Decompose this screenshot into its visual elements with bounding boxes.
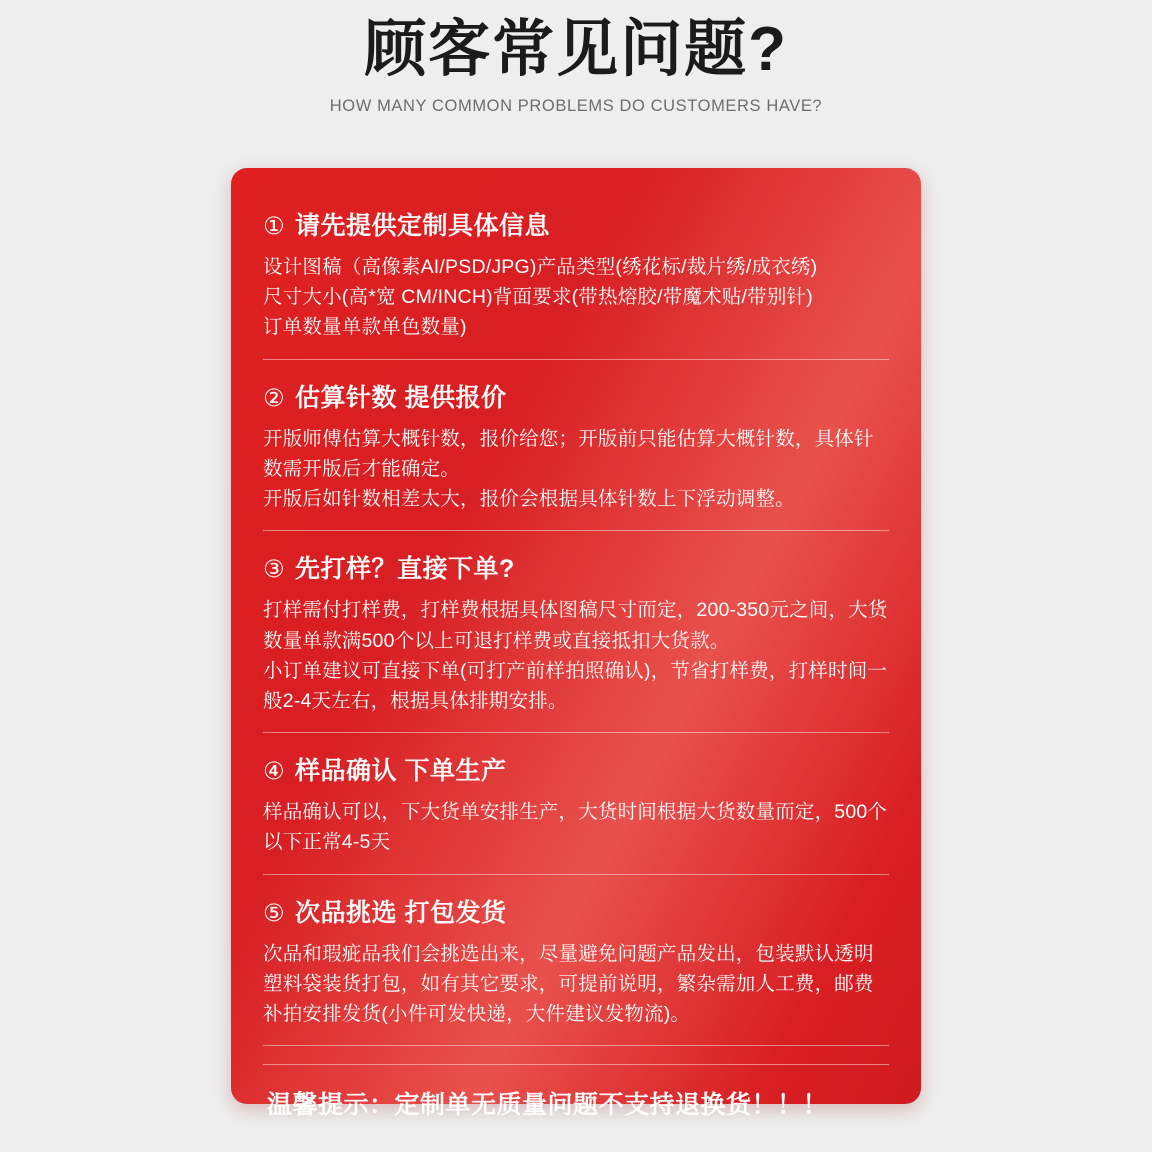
faq-section-2-line-2: 开版后如针数相差太大，报价会根据具体针数上下浮动调整。 [263, 488, 795, 511]
faq-section-4-number: ④ [263, 758, 286, 786]
faq-section-5-line-1: 次品和瑕疵品我们会挑选出来，尽量避免问题产品发出，包装默认透明塑料袋装货打包，如有其它要求，可提前说明，繁杂需加人工费，邮费补拍安排发货(小件可发快递，大件建议发物流)。 [263, 942, 874, 1026]
faq-section-4-line-1: 样品确认可以，下大货单安排生产，大货时间根据大货数量而定，500个以下正常4-5天 [263, 801, 888, 854]
faq-section-3-line-1: 打样需付打样费，打样费根据具体图稿尺寸而定，200-350元之间，大货数量单款满500个以上可退打样费或直接抵扣大货款。 [263, 599, 888, 652]
faq-section-4-title [263, 751, 889, 787]
faq-section-5-heading: 次品挑选 打包发货 [295, 898, 507, 927]
faq-section-2-heading: 估算针数 提供报价 [295, 383, 507, 412]
faq-section-1-line-3: 订单数量单款单色数量) [263, 316, 467, 339]
faq-section-5 [263, 893, 889, 1047]
faq-footer-divider [263, 1064, 889, 1121]
faq-section-5-title [263, 893, 889, 929]
faq-card [231, 168, 921, 1120]
faq-footer-note: 温馨提示：定制单无质量问题不支持退换货！！！ [267, 1091, 829, 1120]
faq-section-1-title [263, 206, 889, 242]
faq-section-2-title [263, 378, 889, 414]
faq-section-4 [263, 751, 889, 874]
faq-section-3-heading: 先打样？直接下单? [295, 555, 515, 584]
faq-section-5-body [263, 939, 889, 1030]
faq-section-2-number: ② [263, 384, 286, 412]
faq-section-2 [263, 378, 889, 532]
faq-section-1-number: ① [263, 213, 286, 240]
faq-section-2-line-1: 开版师傅估算大概针数，报价给您；开版前只能估算大概针数，具体针数需开版后才能确定。 [263, 427, 874, 480]
faq-section-1-line-2: 尺寸大小(高*宽 CM/INCH)背面要求(带热熔胶/带魔术贴/带别针) [263, 286, 813, 309]
faq-section-2-body [263, 424, 889, 515]
faq-section-1-heading: 请先提供定制具体信息 [295, 212, 551, 240]
faq-section-3 [263, 549, 889, 733]
faq-card-content [231, 168, 921, 1145]
faq-section-5-number: ⑤ [263, 899, 286, 927]
faq-section-3-body [263, 595, 889, 716]
faq-section-1-line-1: 设计图稿（高像素AI/PSD/JPG)产品类型(绣花标/裁片绣/成衣绣) [263, 256, 818, 278]
faq-section-1 [263, 206, 889, 360]
faq-section-3-number: ③ [263, 556, 286, 584]
faq-section-4-body [263, 797, 889, 857]
faq-section-3-title [263, 549, 889, 585]
faq-section-4-heading: 样品确认 下单生产 [295, 757, 507, 786]
faq-section-1-body [263, 252, 889, 343]
page-subtitle: HOW MANY COMMON PROBLEMS DO CUSTOMERS HAVE? [329, 97, 823, 116]
page-header [0, 0, 1152, 116]
faq-section-3-line-2: 小订单建议可直接下单(可打产前样拍照确认)，节省打样费，打样时间一般2-4天左右，根据具体排期安排。 [263, 659, 888, 712]
page-title: 顾客常见问题? [364, 15, 788, 84]
